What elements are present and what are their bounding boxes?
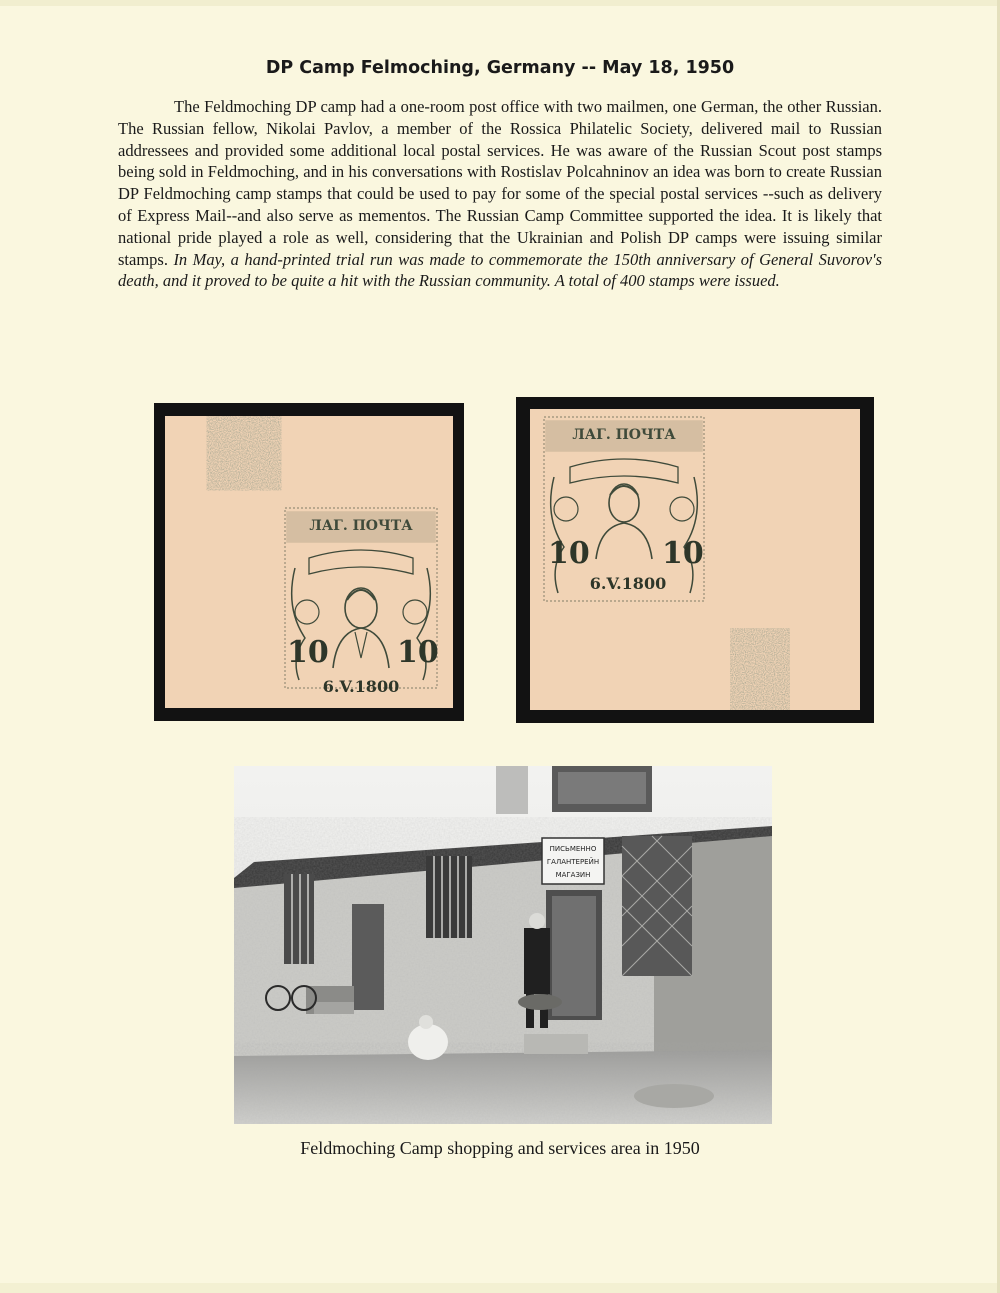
body-paragraph — [118, 96, 882, 292]
camp-photo — [234, 766, 772, 1124]
stamp-header-text: ЛАГ. ПОЧТА — [572, 427, 676, 443]
stamp-value-right: 10 — [397, 635, 439, 670]
paragraph-italic-text: In May, a hand-printed trial run was made to commemorate the 150th anniversary of General Suvorov's death, and it proved to be quite a hit with the Russian community. A total of 400 stamps were issued. — [118, 249, 883, 291]
stamp-illustration-left — [165, 416, 453, 708]
stamp-illustration-right — [530, 409, 860, 710]
photo-caption: Feldmoching Camp shopping and services area in 1950 — [300, 1138, 700, 1158]
stamp-design — [285, 508, 439, 696]
stamp-value-right: 10 — [662, 536, 704, 571]
ink-smudge — [213, 422, 275, 484]
page-edge-top — [0, 0, 1000, 6]
shop-sign-line-1: ПИСЬМЕННО — [549, 845, 597, 853]
page-title: DP Camp Felmoching, Germany -- May 18, 1950 — [265, 58, 735, 78]
stamp-value-left: 10 — [548, 536, 590, 571]
stamp-date-overprint: 6.V.1800 — [589, 574, 667, 593]
stamp-value-left: 10 — [287, 635, 329, 670]
stamp-paper-right — [530, 409, 860, 710]
stamp-paper-left — [165, 416, 453, 708]
stamp-design — [544, 417, 704, 601]
camp-photo-illustration — [234, 766, 772, 1124]
paragraph-regular-text: The Feldmoching DP camp had a one-room post office with two mailmen, one German, the other Russian. The Russian fellow, Nikolai Pavlov, a member of the Rossica Philatelic Society, delivered mail to Russian addressees and provided some additional local postal services. He was aware of the Russian Scout post stamps being sold in Feldmoching, and in his conversations with Rostislav Polcahninov an idea was born to create Russian DP Feldmoching camp stamps that could be used to pay for some of the special postal services --such as delivery of Express Mail--and also serve as mementos. The Russian Camp Committee supported the idea. It is likely that national pride played a role as well, considering that the Ukrainian and Polish DP camps were issuing similar stamps. — [118, 97, 882, 269]
ink-smudge — [735, 635, 785, 705]
stamp-header-text: ЛАГ. ПОЧТА — [309, 518, 413, 534]
stamp-date-overprint: 6.V.1800 — [322, 677, 400, 696]
page-edge-bottom — [0, 1283, 1000, 1293]
shop-sign-line-2: ГАЛАНТЕРЕЙН — [546, 858, 600, 866]
shop-sign-line-3: МАГАЗИН — [555, 871, 591, 879]
stamp-mount-right — [516, 397, 874, 723]
stamp-mount-left — [154, 403, 464, 721]
